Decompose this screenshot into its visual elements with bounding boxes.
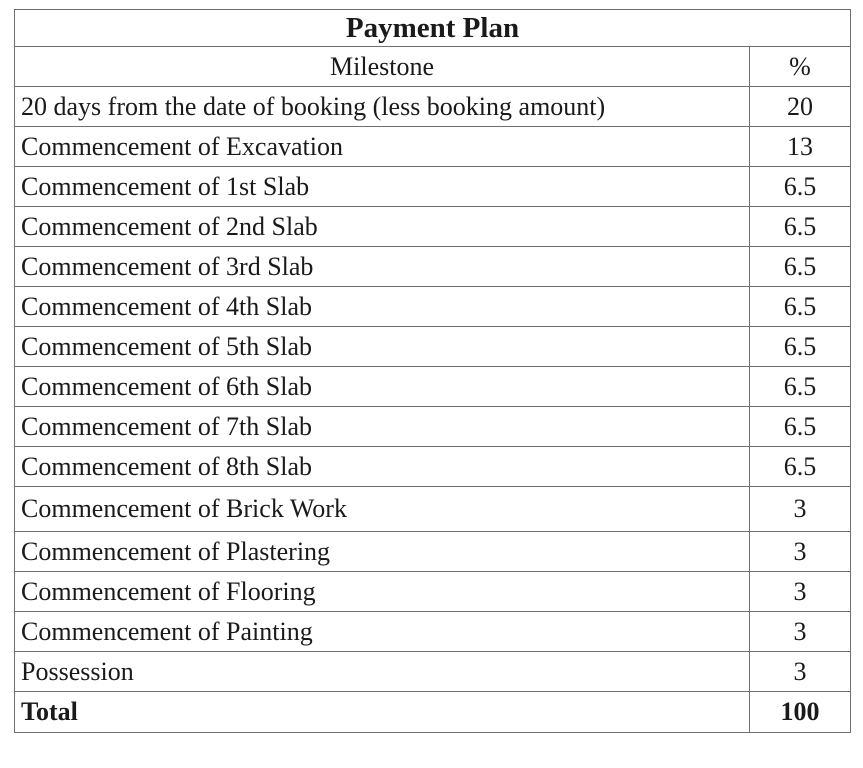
total-percent: 100 bbox=[750, 692, 851, 733]
percent-cell: 3 bbox=[750, 612, 851, 652]
percent-cell: 6.5 bbox=[750, 247, 851, 287]
table-row bbox=[15, 447, 851, 487]
percent-cell: 6.5 bbox=[750, 367, 851, 407]
percent-cell: 3 bbox=[750, 572, 851, 612]
milestone-cell: Commencement of 2nd Slab bbox=[15, 207, 750, 247]
milestone-cell: 20 days from the date of booking (less booking amount) bbox=[15, 87, 750, 127]
percent-cell: 20 bbox=[750, 87, 851, 127]
percent-cell: 6.5 bbox=[750, 407, 851, 447]
header-row bbox=[15, 47, 851, 87]
table-row bbox=[15, 612, 851, 652]
milestone-cell: Commencement of 7th Slab bbox=[15, 407, 750, 447]
table-row bbox=[15, 327, 851, 367]
percent-cell: 3 bbox=[750, 532, 851, 572]
table-row bbox=[15, 287, 851, 327]
table-row bbox=[15, 487, 851, 532]
table-row bbox=[15, 167, 851, 207]
table-row bbox=[15, 247, 851, 287]
table-row bbox=[15, 572, 851, 612]
table-row bbox=[15, 407, 851, 447]
total-row bbox=[15, 692, 851, 733]
table-row bbox=[15, 87, 851, 127]
total-label: Total bbox=[15, 692, 750, 733]
milestone-cell: Commencement of Flooring bbox=[15, 572, 750, 612]
percent-cell: 6.5 bbox=[750, 287, 851, 327]
percent-cell: 13 bbox=[750, 127, 851, 167]
table-row bbox=[15, 207, 851, 247]
milestone-cell: Commencement of 6th Slab bbox=[15, 367, 750, 407]
table-row bbox=[15, 127, 851, 167]
payment-plan-table bbox=[14, 9, 851, 733]
table-title: Payment Plan bbox=[15, 10, 851, 47]
percent-cell: 6.5 bbox=[750, 167, 851, 207]
title-row bbox=[15, 10, 851, 47]
milestone-cell: Commencement of Excavation bbox=[15, 127, 750, 167]
milestone-cell: Commencement of Painting bbox=[15, 612, 750, 652]
percent-cell: 3 bbox=[750, 652, 851, 692]
milestone-cell: Commencement of 1st Slab bbox=[15, 167, 750, 207]
table-row bbox=[15, 652, 851, 692]
milestone-cell: Commencement of 8th Slab bbox=[15, 447, 750, 487]
percent-header: % bbox=[750, 47, 851, 87]
percent-cell: 3 bbox=[750, 487, 851, 532]
milestone-cell: Possession bbox=[15, 652, 750, 692]
milestone-cell: Commencement of Brick Work bbox=[15, 487, 750, 532]
table-row bbox=[15, 367, 851, 407]
percent-cell: 6.5 bbox=[750, 327, 851, 367]
milestone-cell: Commencement of 4th Slab bbox=[15, 287, 750, 327]
milestone-cell: Commencement of 5th Slab bbox=[15, 327, 750, 367]
milestone-cell: Commencement of Plastering bbox=[15, 532, 750, 572]
table-row bbox=[15, 532, 851, 572]
percent-cell: 6.5 bbox=[750, 447, 851, 487]
percent-cell: 6.5 bbox=[750, 207, 851, 247]
milestone-cell: Commencement of 3rd Slab bbox=[15, 247, 750, 287]
milestone-header: Milestone bbox=[15, 47, 750, 87]
